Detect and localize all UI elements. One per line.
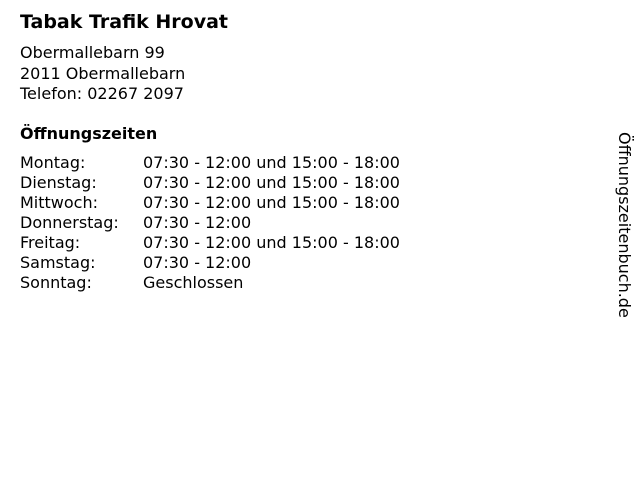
store-address bbox=[20, 43, 185, 105]
time-value: Geschlossen bbox=[143, 273, 244, 292]
time-value: 07:30 - 12:00 und 15:00 - 18:00 bbox=[143, 173, 400, 192]
day-label: Samstag: bbox=[20, 253, 96, 272]
time-value: 07:30 - 12:00 und 15:00 - 18:00 bbox=[143, 233, 400, 252]
store-city: 2011 Obermallebarn bbox=[20, 63, 186, 83]
time-value: 07:30 - 12:00 bbox=[143, 213, 252, 232]
day-label: Mittwoch: bbox=[20, 193, 98, 212]
time-value: 07:30 - 12:00 und 15:00 - 18:00 bbox=[143, 153, 400, 172]
day-label: Montag: bbox=[20, 153, 86, 172]
time-value: 07:30 - 12:00 und 15:00 - 18:00 bbox=[143, 193, 400, 212]
day-label: Donnerstag: bbox=[20, 213, 119, 232]
brand-watermark bbox=[614, 132, 635, 367]
store-phone: Telefon: 02267 2097 bbox=[20, 84, 184, 103]
day-label: Sonntag: bbox=[20, 273, 92, 292]
brand-text: Öffnungszeitenbuch.de bbox=[615, 132, 634, 318]
store-street: Obermallebarn 99 bbox=[20, 43, 165, 62]
store-name: Tabak Trafik Hrovat bbox=[20, 11, 229, 33]
day-label: Dienstag: bbox=[20, 173, 97, 192]
time-value: 07:30 - 12:00 bbox=[143, 253, 252, 272]
opening-hours-heading: Öffnungszeiten bbox=[20, 124, 158, 143]
day-label: Freitag: bbox=[20, 233, 81, 252]
